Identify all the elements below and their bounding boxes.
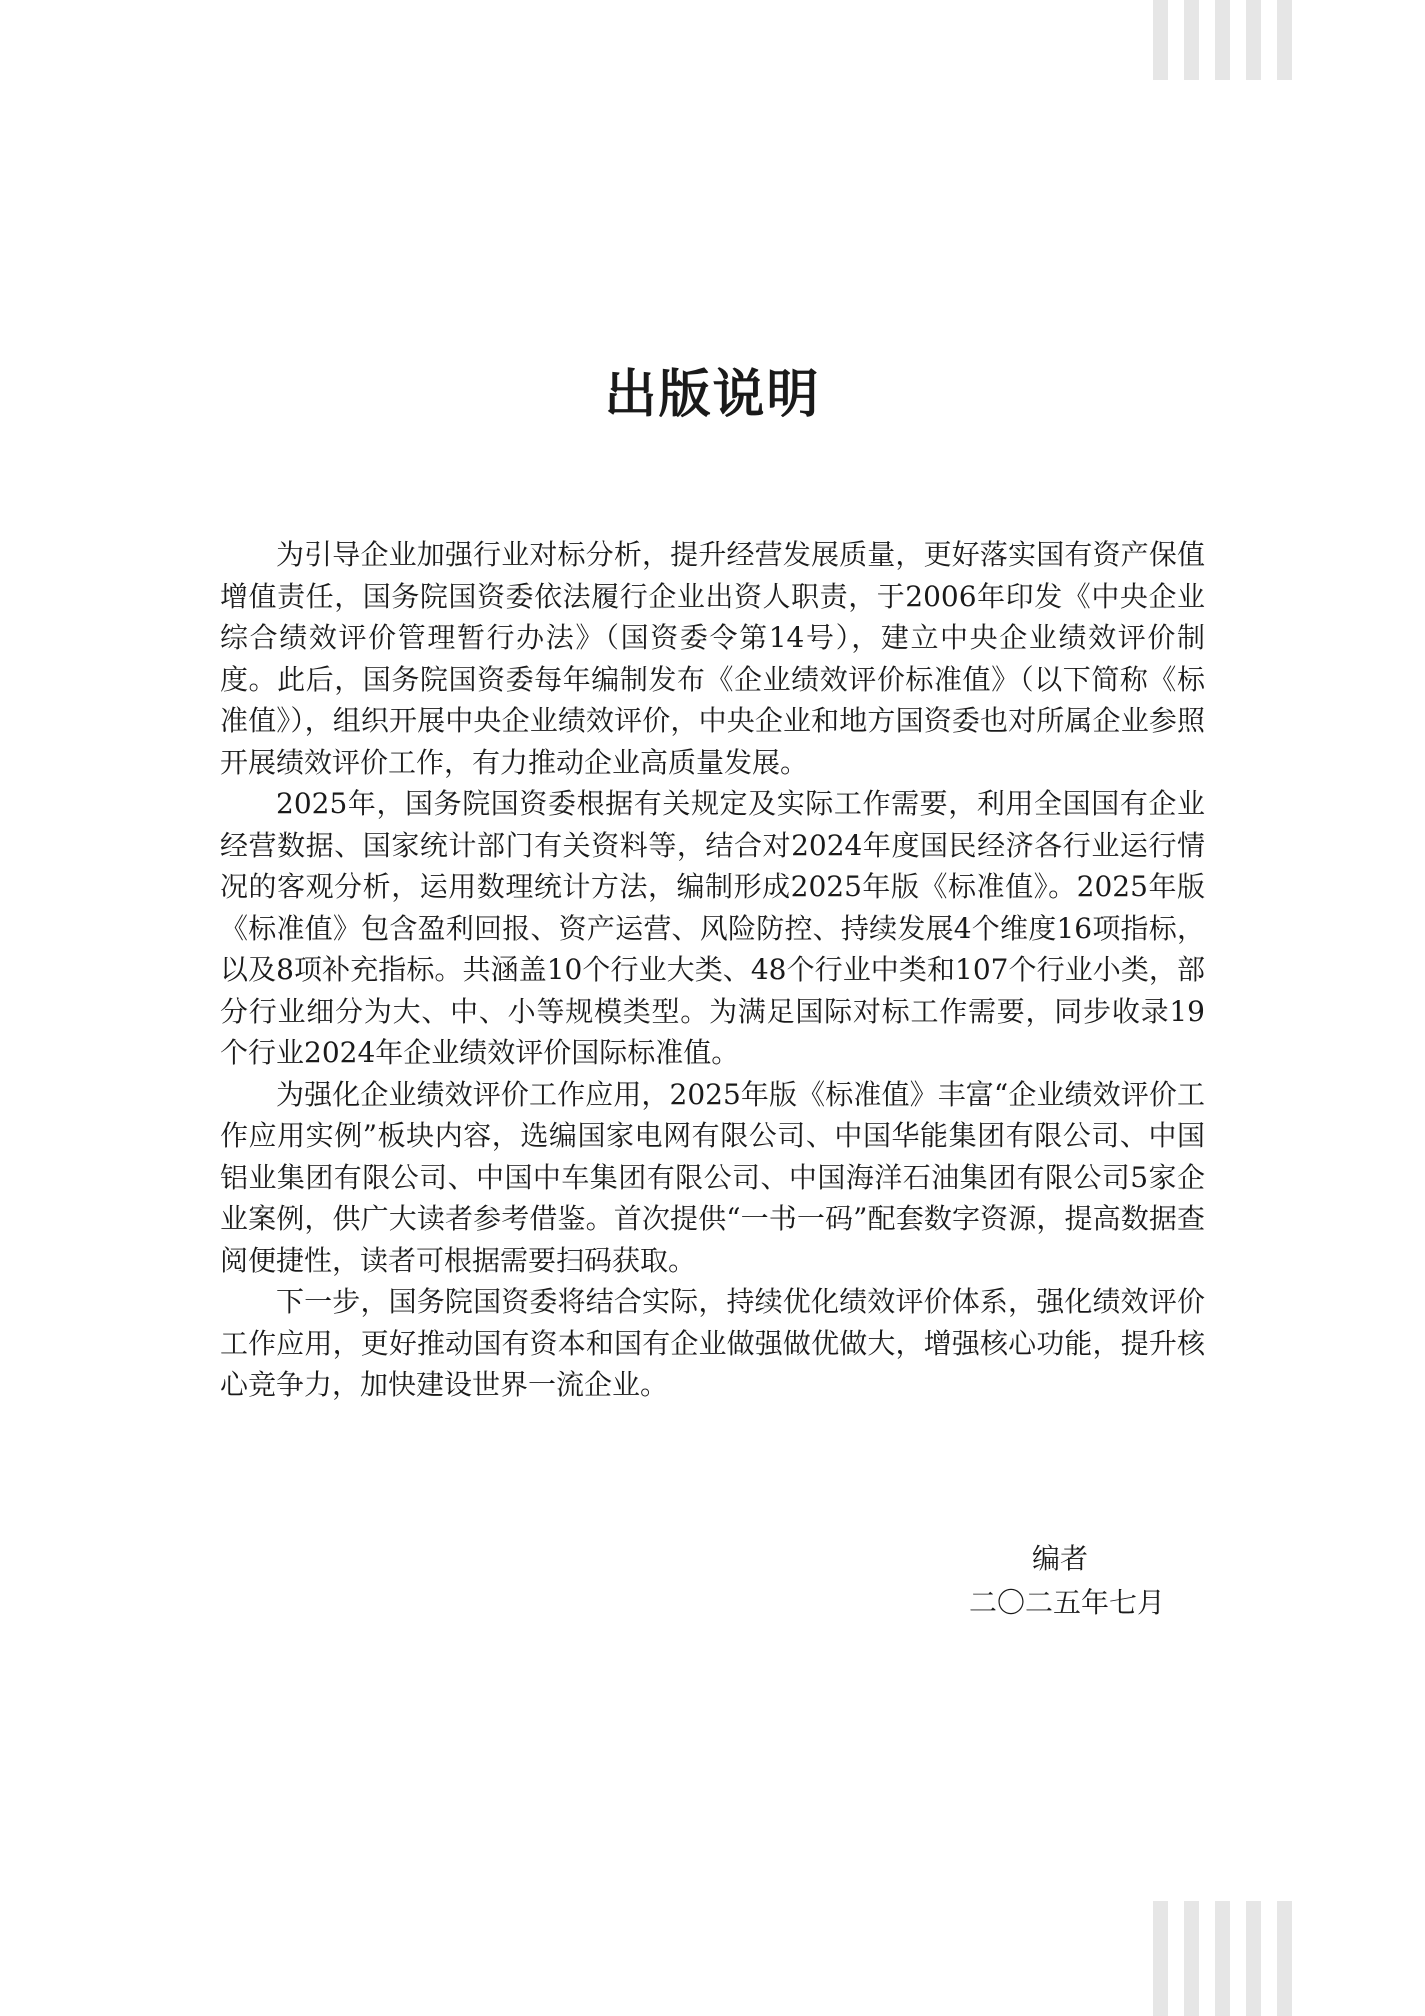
paragraph-1: 为引导企业加强行业对标分析，提升经营发展质量，更好落实国有资产保值增值责任，国务院国资委依法履行企业出资人职责，于2006年印发《中央企业综合绩效评价管理暂行办法》（国资委令第14号），建立中央企业绩效评价制度。此后，国务院国资委每年编制发布《企业绩效评价标准值》（以下简称《标准值》），组织开展中央企业绩效评价，中央企业和地方国资委也对所属企业参照开展绩效评价工作，有力推动企业高质量发展。 <box>220 538 1205 779</box>
stripe <box>1153 1901 1168 2016</box>
stripe <box>1184 0 1199 80</box>
paragraph-2: 2025年，国务院国资委根据有关规定及实际工作需要，利用全国国有企业经营数据、国家统计部门有关资料等，结合对2024年度国民经济各行业运行情况的客观分析，运用数理统计方法，编制形成2025年版《标准值》。2025年版《标准值》包含盈利回报、资产运营、风险防控、持续发展4个维度16项指标，以及8项补充指标。共涵盖10个行业大类、48个行业中类和107个行业小类，部分行业细分为大、中、小等规模类型。为满足国际对标工作需要，同步收录19个行业2024年企业绩效评价国际标准值。 <box>220 787 1205 1069</box>
stripe <box>1215 1901 1230 2016</box>
body-text <box>220 534 1205 1406</box>
stripe <box>1246 1901 1261 2016</box>
signature-block <box>955 1537 1165 1625</box>
stripe <box>1277 0 1292 80</box>
paragraph-3: 为强化企业绩效评价工作应用，2025年版《标准值》丰富“企业绩效评价工作应用实例”板块内容，选编国家电网有限公司、中国华能集团有限公司、中国铝业集团有限公司、中国中车集团有限公司、中国海洋石油集团有限公司5家企业案例，供广大读者参考借鉴。首次提供“一书一码”配套数字资源，提高数据查阅便捷性，读者可根据需要扫码获取。 <box>220 1077 1205 1277</box>
signature-date: 二〇二五年七月 <box>968 1586 1165 1619</box>
stripe <box>1246 0 1261 80</box>
stripe <box>1277 1901 1292 2016</box>
decorative-stripes-top <box>1153 0 1292 80</box>
paragraph-4: 下一步，国务院国资委将结合实际，持续优化绩效评价体系，强化绩效评价工作应用，更好推动国有资本和国有企业做强做优做大，增强核心功能，提升核心竞争力，加快建设世界一流企业。 <box>220 1285 1205 1401</box>
decorative-stripes-bottom <box>1153 1901 1292 2016</box>
stripe <box>1184 1901 1199 2016</box>
stripe <box>1215 0 1230 80</box>
stripe <box>1153 0 1168 80</box>
signature-author: 编者 <box>1031 1542 1088 1575</box>
page-title: 出版说明 <box>604 365 821 425</box>
